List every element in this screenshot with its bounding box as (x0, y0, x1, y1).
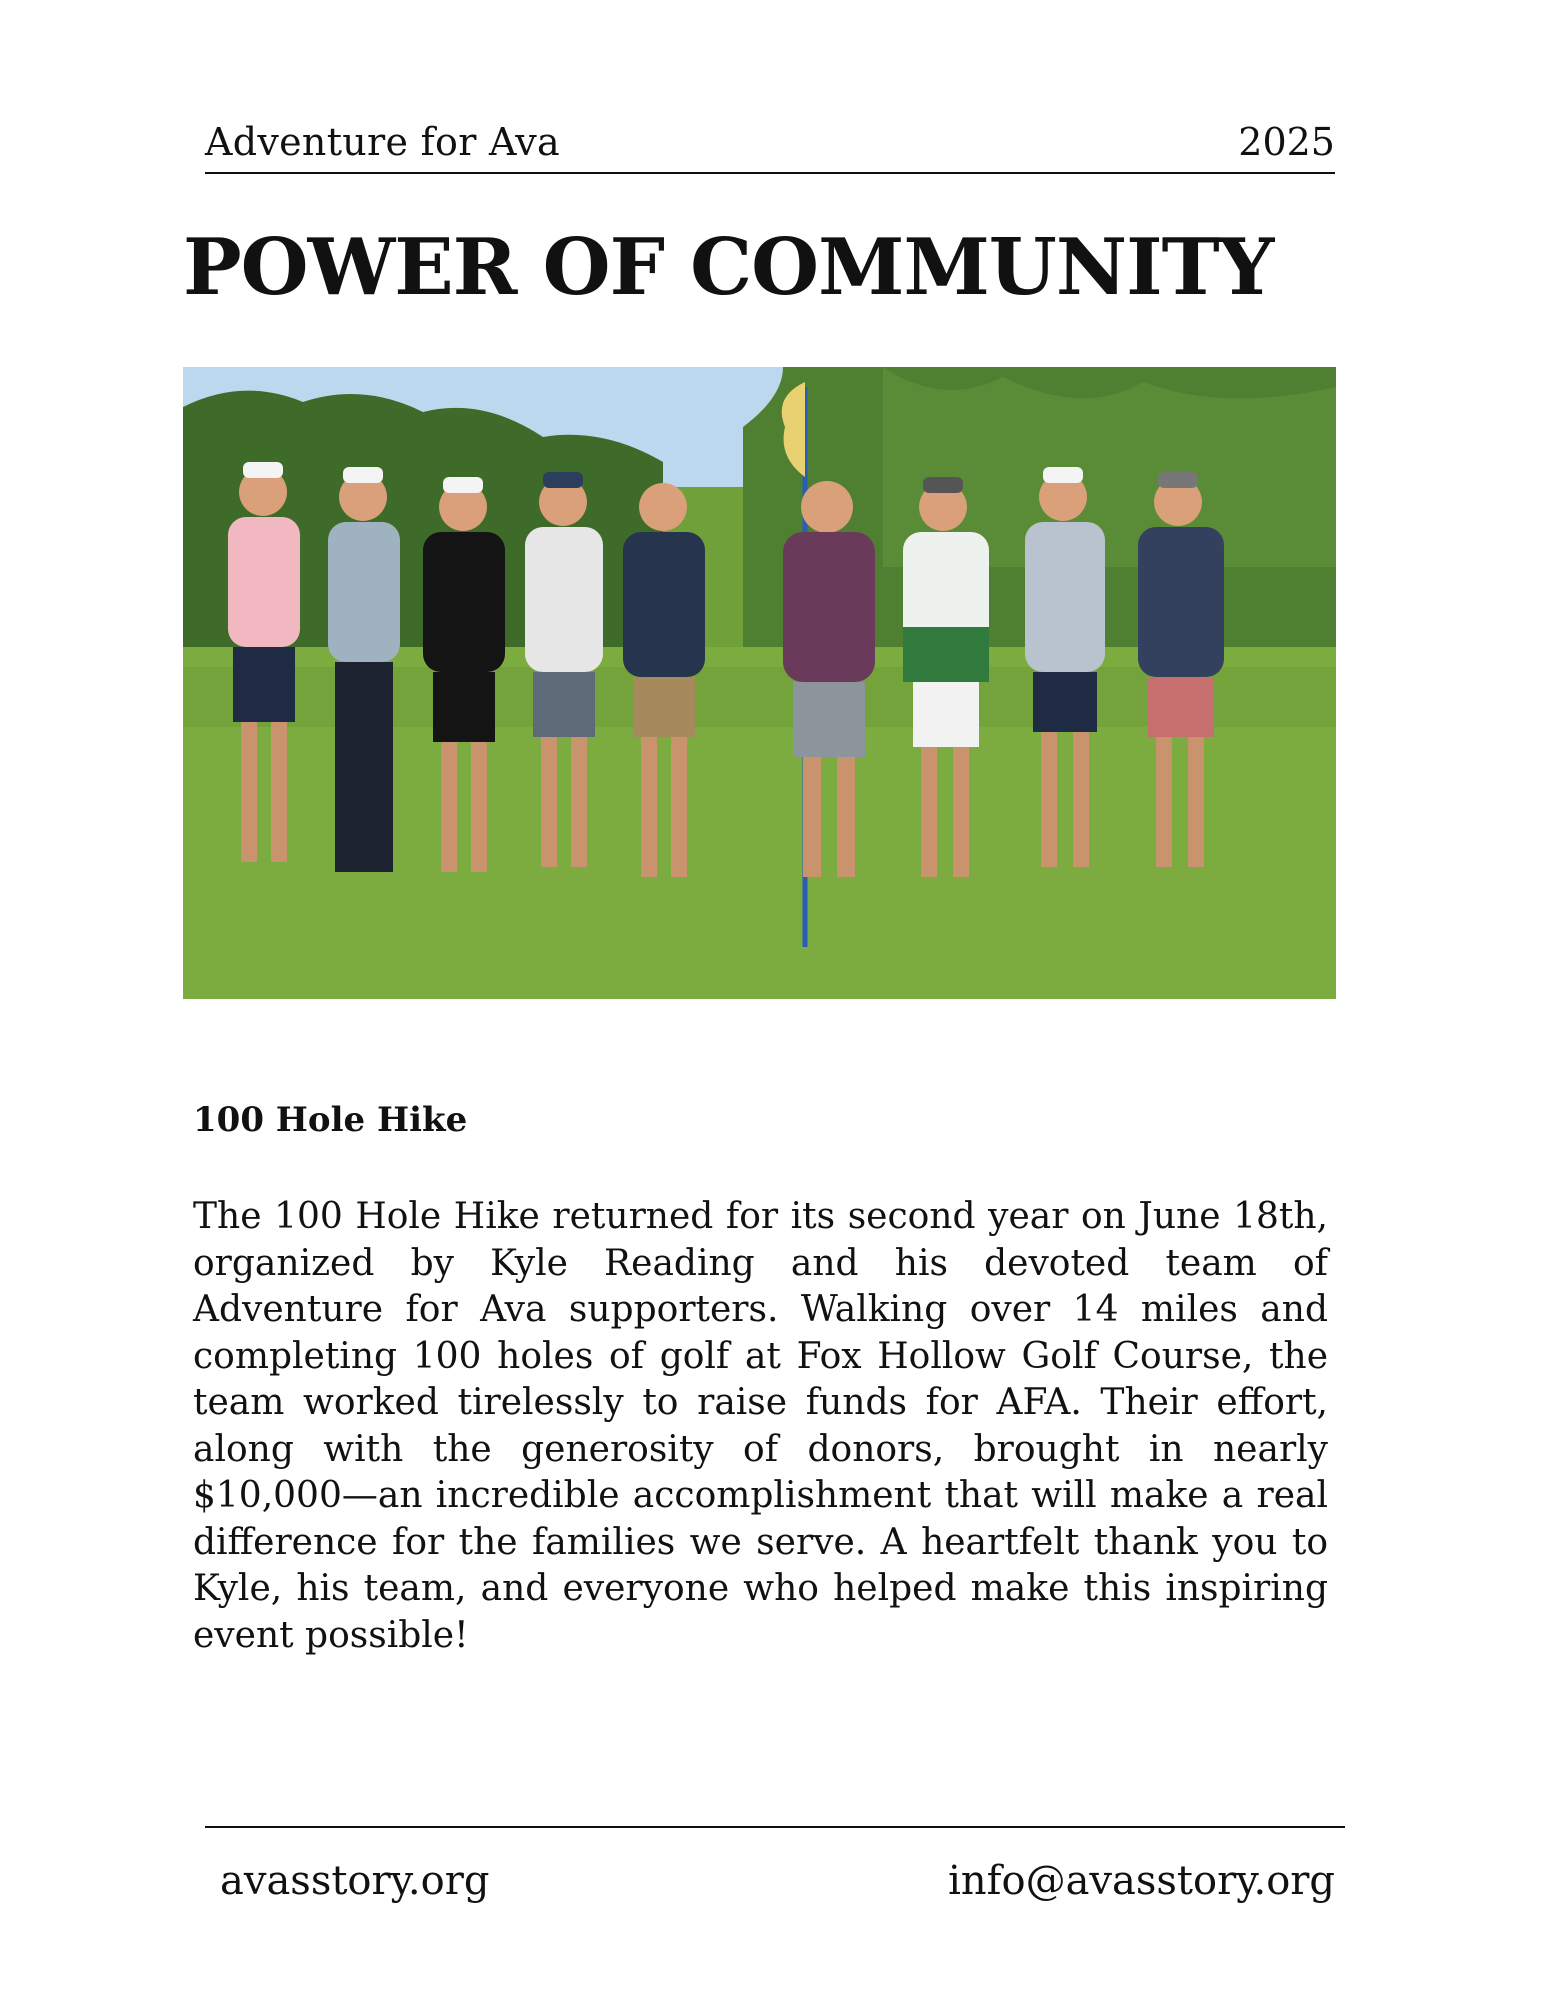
page-title: POWER OF COMMUNITY (183, 222, 1274, 313)
website-link[interactable]: avasstory.org (220, 1858, 490, 1904)
article-heading: 100 Hole Hike (193, 1100, 468, 1140)
group-photo (183, 367, 1336, 999)
article-body: The 100 Hole Hike returned for its second year on June 18th, organized by Kyle Reading and his devoted team of Adventure for Ava supporters. Walking over 14 miles and completing 100 holes of golf at Fox Hollow Golf Course, the team worked tirelessly to raise funds for AFA. Their effort, along with the generosity of donors, brought in nearly $10,000—an incredible accomplishment that will make a real difference for the families we serve. A heartfelt thank you to Kyle, his team, and everyone who helped make this inspiring event possible! (193, 1196, 1328, 1656)
email-link[interactable]: info@avasstory.org (948, 1858, 1335, 1904)
page-header (205, 112, 1335, 174)
page-footer (205, 1826, 1345, 1904)
header-year: 2025 (1238, 120, 1335, 164)
organization-name: Adventure for Ava (205, 120, 560, 164)
group-photo-illustration (183, 367, 1336, 999)
